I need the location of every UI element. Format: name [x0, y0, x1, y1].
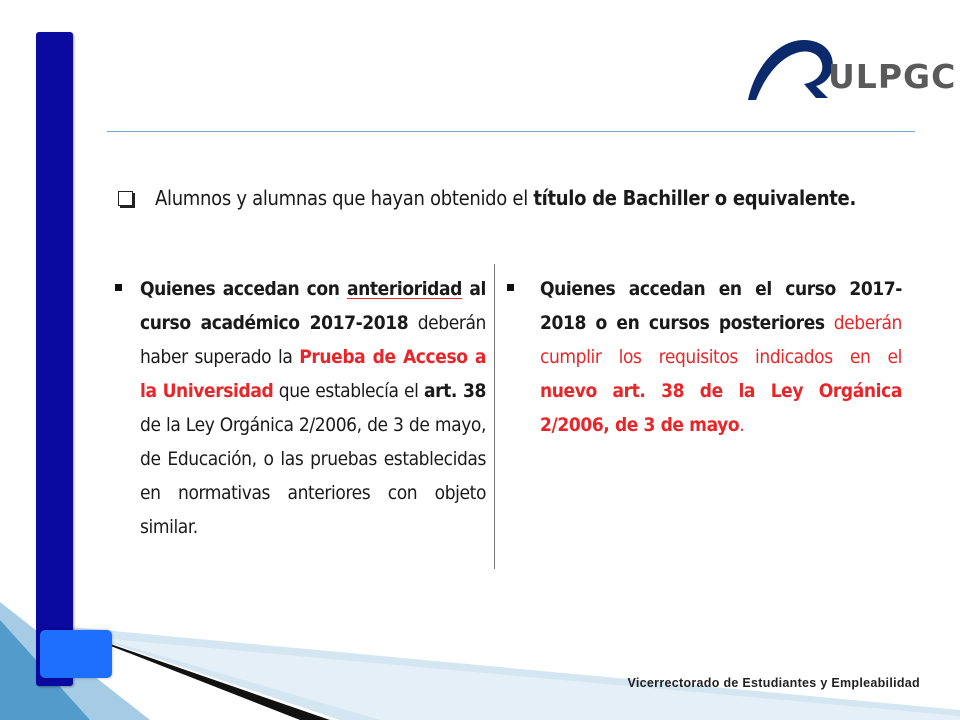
column-divider — [494, 264, 495, 569]
left-text-red: Prueba de Acceso a la Universidad — [140, 346, 486, 402]
header-divider — [107, 131, 915, 132]
square-bullet-icon — [507, 284, 514, 291]
checkbox-bullet-icon — [118, 191, 133, 206]
bottom-swoosh-decoration — [0, 580, 960, 720]
left-text-3: al curso académico 2017-2018 — [140, 278, 486, 334]
left-column-text — [140, 272, 486, 544]
headline-plain: Alumnos y alumnas que hayan obtenido el — [155, 186, 534, 210]
blue-square-decoration — [40, 630, 112, 678]
right-text-red-bold: nuevo art. 38 de la Ley Orgánica 2/2006, de 3 de mayo — [540, 380, 902, 436]
left-text-4: deberán haber superado la — [140, 312, 486, 368]
right-text-2: deberán cumplir los requisitos indicados en el — [540, 312, 902, 368]
headline-bold: título de Bachiller o equivalente. — [533, 186, 856, 210]
footer-text: Vicerrectorado de Estudiantes y Empleabilidad — [627, 676, 920, 690]
right-column-text — [540, 272, 902, 442]
left-text-1: Quienes accedan con — [140, 278, 347, 300]
right-text-4: . — [739, 414, 745, 436]
left-text-8: de la Ley Orgánica 2/2006, de 3 de mayo, de Educación, o las pruebas establecidas en normativas anteriores con objeto similar. — [140, 414, 486, 538]
left-text-6: que establecía el — [273, 380, 424, 402]
headline — [118, 186, 918, 210]
left-accent-bar — [36, 32, 73, 686]
left-text-underlined: anterioridad — [346, 278, 462, 300]
left-text-art: art. 38 — [423, 380, 486, 402]
right-text-1: Quienes accedan en el curso 2017-2018 o en cursos posteriores — [540, 278, 902, 334]
logo-text: ULPGC — [828, 57, 957, 96]
square-bullet-icon — [115, 284, 122, 291]
